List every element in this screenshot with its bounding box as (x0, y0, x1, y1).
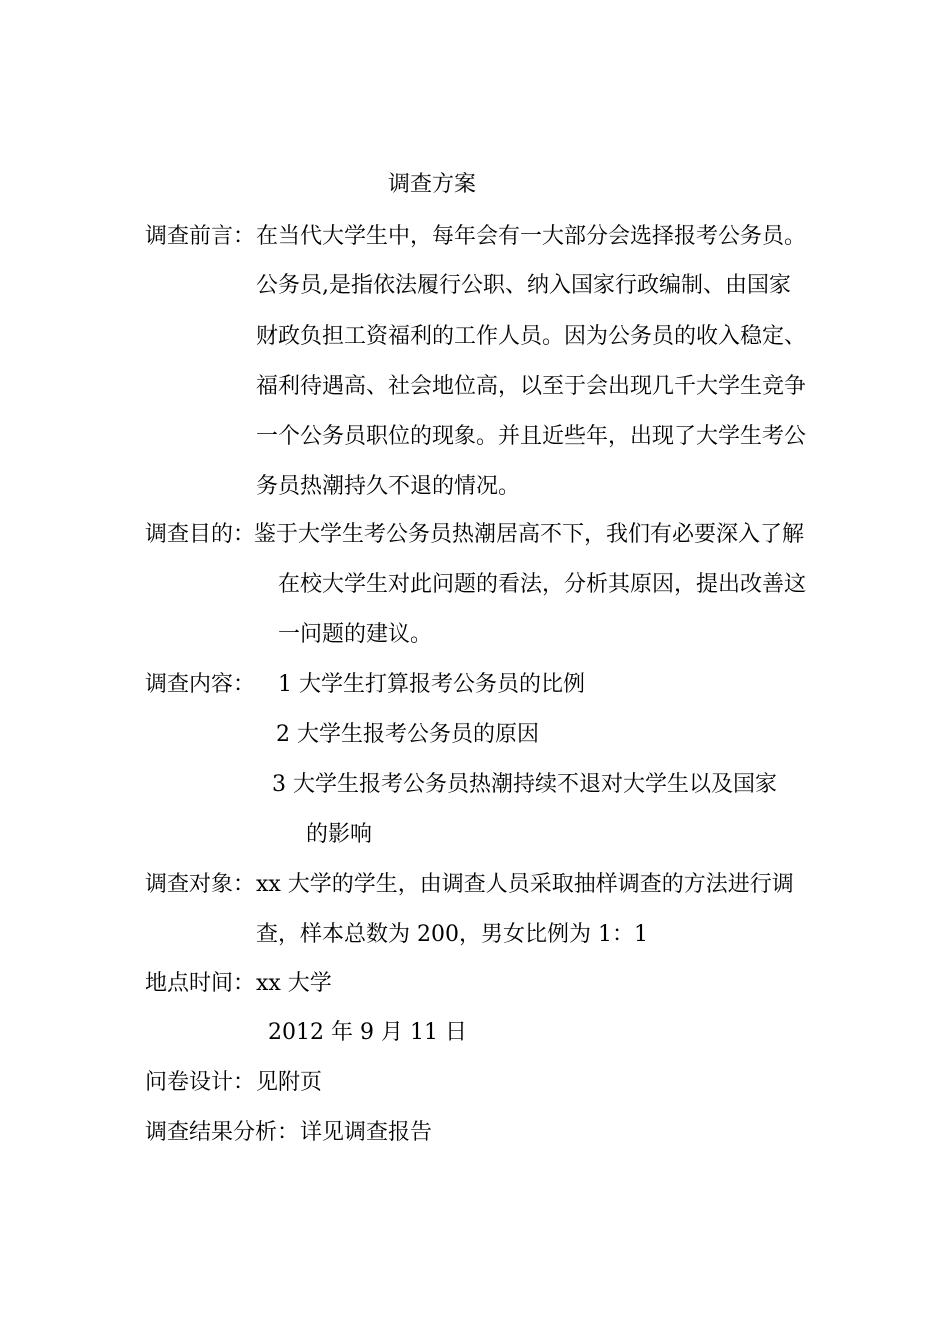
content-item: 2 大学生报考公务员的原因 (276, 722, 539, 747)
results-value: 详见调查报告 (300, 1120, 433, 1145)
subjects-line: 查，样本总数为 200，男女比例为 1：1 (256, 922, 648, 947)
document-title: 调查方案 (388, 172, 477, 197)
subjects-label: 调查对象： (145, 872, 256, 897)
preface-line: 公务员,是指依法履行公职、纳入国家行政编制、由国家 (256, 273, 791, 298)
preface-line: 务员热潮持久不退的情况。 (256, 474, 521, 499)
purpose-line: 在校大学生对此问题的看法，分析其原因，提出改善这 (278, 572, 807, 597)
content-item: 1 大学生打算报考公务员的比例 (278, 672, 585, 697)
questionnaire-label: 问卷设计： (145, 1070, 256, 1095)
preface-line: 一个公务员职位的现象。并且近些年，出现了大学生考公 (256, 424, 807, 449)
content-label: 调查内容： (145, 672, 256, 697)
preface-line: 福利待遇高、社会地位高，以至于会出现几千大学生竞争 (256, 374, 807, 399)
place-time-label: 地点时间： (145, 971, 256, 996)
questionnaire-value: 见附页 (256, 1070, 323, 1095)
preface-line: 在当代大学生中，每年会有一大部分会选择报考公务员。 (256, 224, 807, 249)
content-item: 3 大学生报考公务员热潮持续不退对大学生以及国家 (272, 772, 777, 797)
purpose-line: 鉴于大学生考公务员热潮居高不下，我们有必要深入了解 (254, 522, 805, 547)
preface-line: 财政负担工资福利的工作人员。因为公务员的收入稳定、 (256, 324, 807, 349)
content-item: 的影响 (306, 822, 373, 847)
subjects-line: xx 大学的学生，由调查人员采取抽样调查的方法进行调 (256, 872, 794, 897)
purpose-line: 一问题的建议。 (278, 622, 433, 647)
date-value: 2012 年 9 月 11 日 (268, 1020, 467, 1045)
place-value: xx 大学 (256, 971, 332, 996)
preface-label: 调查前言： (145, 224, 256, 249)
results-label: 调查结果分析： (145, 1120, 300, 1145)
purpose-label: 调查目的： (145, 522, 256, 547)
